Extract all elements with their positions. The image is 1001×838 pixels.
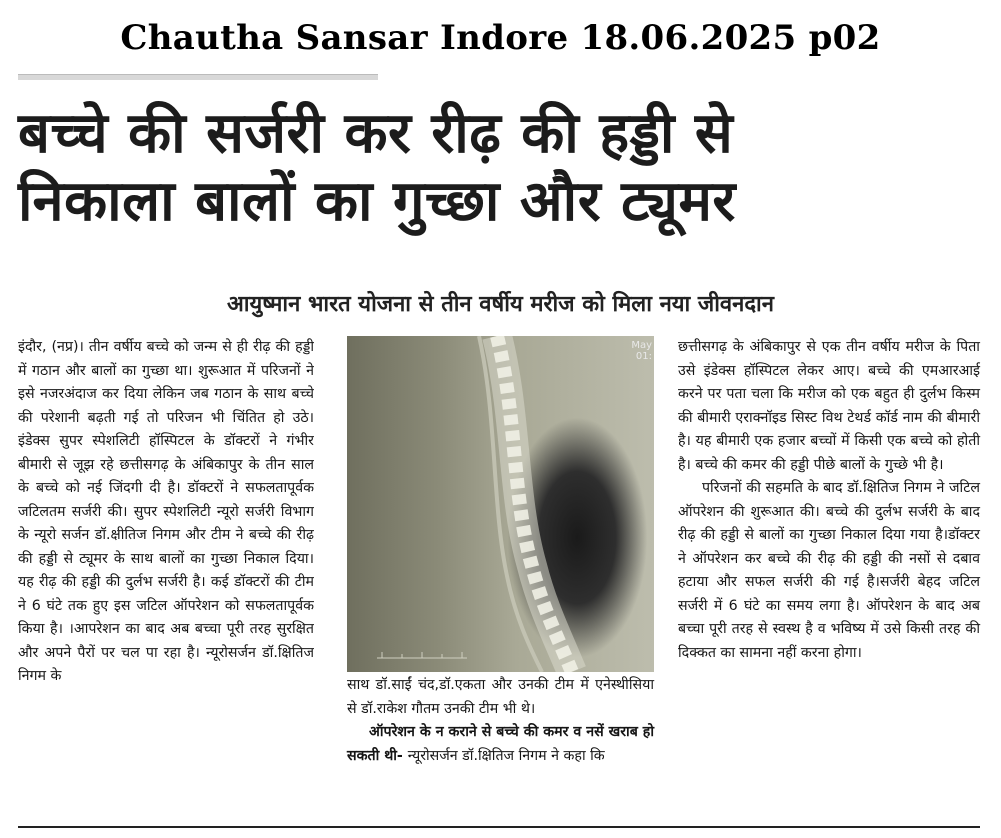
column-3-paragraph-1: छत्तीसगढ़ के अंबिकापुर से एक तीन वर्षीय मरीज के पिता उसे इंडेक्स हॉस्पिटल लेकर आए। बच्चे की एमआरआई करने पर पता चला कि मरीज को एक बहुत ही दुर्लभ किस्म की बीमारी एराक्नॉइड सिस्ट विथ टेथर्ड कॉर्ड नाम की बीमारी है। यह बीमारी एक हजार बच्चों में किसी एक बच्चे को होती है। बच्चे की कमर की हड्डी पीछे बालों के गुच्छे भी है। [678,339,980,473]
headline-line-1: बच्चे की सर्जरी कर रीढ़ की हड्डी से [18,101,734,166]
scan-timestamp [631,340,652,362]
column-2-paragraph-1: साथ डॉ.साईं चंद,डॉ.एकता और उनकी टीम में एनेस्थीसिया से डॉ.राकेश गौतम उनकी टीम भी थे। [347,677,654,717]
headline-line-2: निकाला बालों का गुच्छा और ट्यूमर [18,169,736,234]
column-1-text: इंदौर, (नप्र)। तीन वर्षीय बच्चे को जन्म से ही रीढ़ की हड्डी में गठान और बालों का गुच्छा था। शुरूआत में परिजनों ने इसे नजरअंदाज कर दिया लेकिन जब गठान के साथ बच्चे की परेशानी बढ़ती गई तो परिजन भी चिंतित हो उठे। इंडेक्स सुपर स्पेशलिटी हॉस्पिटल के डॉक्टरों ने गंभीर बीमारी से जूझ रहे छत्तीसगढ़ के अंबिकापुर के तीन साल के बच्चे को नई जिंदगी दी है। डॉक्टरों ने सफलतापूर्वक जटिलतम सर्जरी की। सुपर स्पेशलिटी न्यूरो सर्जरी विभाग के न्यूरो सर्जन डॉ.क्षीतिज निगम और टीम ने बच्चे की रीढ़ की हड्डी से ट्यूमर के साथ बालों का गुच्छा निकाल दिया। यह रीढ़ की हड्डी की दुर्लभ सर्जरी है। कई डॉक्टरों की टीम ने 6 घंटे तक हुए इस जटिल ऑपरेशन को सफलतापूर्वक किया है। ।आपरेशन का बाद अब बच्चा पूरी तरह सुरक्षित और अपने पैरों पर चल पा रहा है। न्यूरोसर्जन डॉ.क्षितिज निगम के [18,339,314,684]
article-column-3 [678,336,980,665]
headline [18,100,988,236]
column-3-paragraph-2: परिजनों की सहमति के बाद डॉ.क्षितिज निगम ने जटिल ऑपरेशन की शुरूआत की। बच्चे की दुर्लभ सर्जरी के बाद रीढ़ की हड्डी से बालों का गुच्छा निकाल दिया गया है।डॉक्टर ने ऑपरेशन कर बच्चे की रीढ़ की हड्डी की नसों से दबाव हटाया और सफल सर्जरी की गई है।सर्जरी बेहद जटिल सर्जरी में 6 घंटे का समय लगा है। ऑपरेशन के बाद अब बच्चा पूरी तरह से स्वस्थ है व भविष्य में उसे किसी तरह की दिक्कत का सामना नहीं करना होगा। [678,480,980,661]
page-masthead: Chautha Sansar Indore 18.06.2025 p02 [120,18,881,58]
article-column-2 [347,674,654,768]
top-rule [18,74,378,80]
spine-mri-graphic [347,336,654,672]
scan-timestamp-line-1: May [631,340,652,351]
scan-timestamp-line-2: 01: [635,351,652,362]
column-2-subheading: ऑपरेशन के न कराने से बच्चे की कमर व नसें खराब हो सकती थी- [347,724,654,764]
bottom-rule [18,826,980,828]
column-2-paragraph-2 [347,721,654,768]
article-column-1 [18,336,314,831]
column-2-text: न्यूरोसर्जन डॉ.क्षितिज निगम ने कहा कि [407,747,605,764]
mri-scan-photo [347,336,654,672]
subheadline: आयुष्मान भारत योजना से तीन वर्षीय मरीज को मिला नया जीवनदान [227,292,774,317]
